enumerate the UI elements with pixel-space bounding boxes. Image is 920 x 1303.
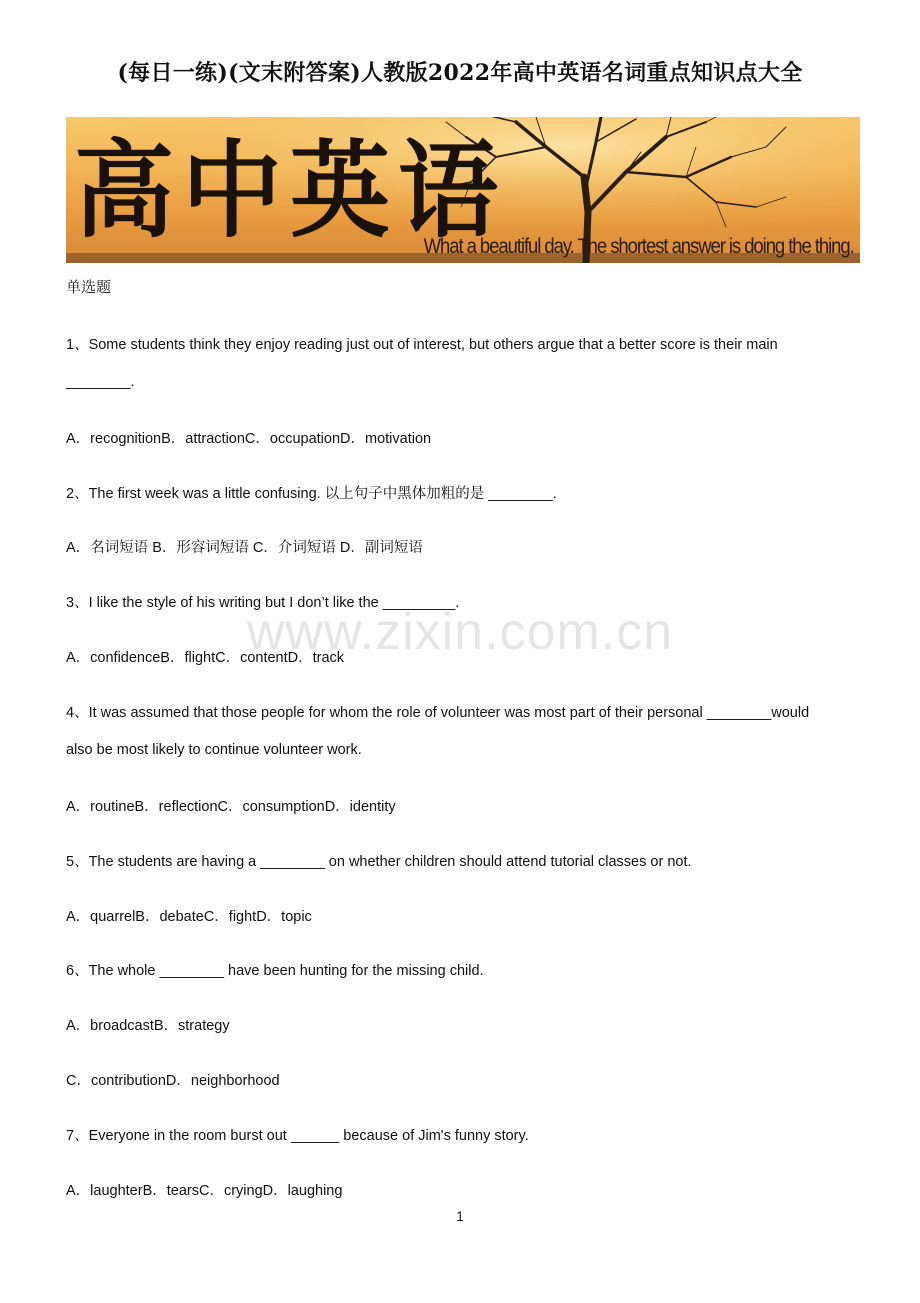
question-2-stem: 2、The first week was a little confusing. 以上句子中黑体加粗的是 ________. bbox=[66, 486, 557, 502]
watermark: www.zixin.com.cn bbox=[246, 603, 674, 661]
question-6-stem: 6、The whole ________ have been hunting for the missing child. bbox=[66, 963, 484, 979]
question-1-options: A．recognitionB．attractionC．occupationD．motivation bbox=[66, 431, 432, 447]
question-6-options: A．broadcastB．strategy bbox=[66, 1018, 230, 1034]
page-number: 1 bbox=[456, 1208, 464, 1224]
question-3-options: A．confidenceB．flightC．contentD．track bbox=[66, 650, 345, 666]
question-4-options: A．routineB．reflectionC．consumptionD．identity bbox=[66, 799, 396, 815]
question-5-stem: 5、The students are having a ________ on whether children should attend tutorial classes or not. bbox=[66, 854, 692, 870]
question-4-stem-continued: also be most likely to continue volunteer work. bbox=[66, 742, 362, 758]
banner-image bbox=[66, 117, 860, 263]
question-5-options: A．quarrelB．debateC．fightD．topic bbox=[66, 909, 312, 925]
document-title: (每日一练)(文末附答案)人教版2022年高中英语名词重点知识点大全 bbox=[117, 60, 803, 86]
question-1-stem: 1、Some students think they enjoy reading just out of interest, but others argue that a better score is their main bbox=[66, 337, 778, 353]
question-2-options: A．名词短语 B．形容词短语 C．介词短语 D．副词短语 bbox=[66, 540, 423, 556]
question-1-stem-continued: ________. bbox=[66, 374, 135, 390]
section-label: 单选题 bbox=[66, 279, 112, 296]
banner-slogan: What a beautiful day. The shortest answer is doing the thing. bbox=[423, 235, 854, 258]
question-3-stem: 3、I like the style of his writing but I don’t like the _________. bbox=[66, 595, 460, 611]
question-4-stem: 4、It was assumed that those people for whom the role of volunteer was most part of their personal ________would bbox=[66, 705, 810, 721]
question-7-options: A．laughterB．tearsC．cryingD．laughing bbox=[66, 1183, 343, 1199]
question-6-options-continued: C．contributionD．neighborhood bbox=[66, 1073, 280, 1089]
banner-title: 高中英语 bbox=[74, 128, 506, 252]
question-7-stem: 7、Everyone in the room burst out ______ because of Jim's funny story. bbox=[66, 1128, 529, 1144]
